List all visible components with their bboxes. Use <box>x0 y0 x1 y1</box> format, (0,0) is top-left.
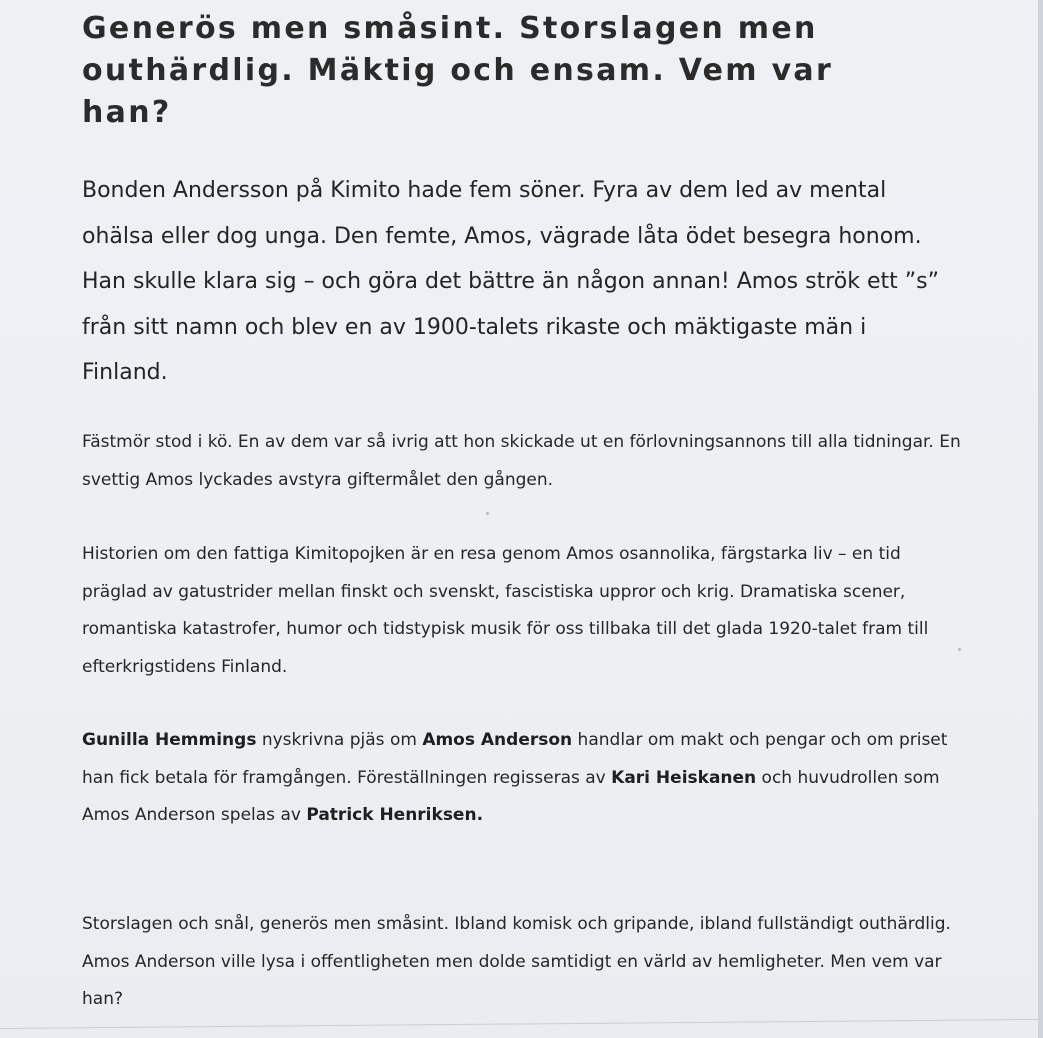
paragraph-history: Historien om den fattiga Kimitopojken är en resa genom Amos osannolika, färgstarka liv – en tid präglad av gatustrider mellan finskt och svenskt, fascistiska uppror och krig. Dramatiska scener, romantiska katastrofer, humor och tidstypisk musik för oss tillbaka till det glada 1920-talet fram till efterkrigstidens Finland. <box>82 544 929 677</box>
lead-actor-name: Patrick Henriksen. <box>306 805 484 825</box>
credits-text-3: och huvudrollen som Amos Anderson spelas av <box>82 767 940 825</box>
credits-text-1: nyskrivna pjäs om <box>256 730 423 750</box>
subject-name: Amos Anderson <box>422 730 573 750</box>
author-name: Gunilla Hemmings <box>82 730 257 750</box>
paragraph-credits <box>82 722 962 835</box>
scan-bottom-edge <box>0 1019 1038 1029</box>
director-name: Kari Heiskanen <box>611 767 757 788</box>
scan-edge-strip <box>1038 0 1043 1038</box>
paragraph-fiancees: Fästmör stod i kö. En av dem var så ivrig att hon skickade ut en förlovningsannons till alla tidningar. En svettig Amos lyckades avstyra giftermålet den gången. <box>82 432 961 490</box>
headline: Generös men småsint. Storslagen men outhärdlig. Mäktig och ensam. Vem var han? <box>82 11 834 130</box>
lead-paragraph: Bonden Andersson på Kimito hade fem söner. Fyra av dem led av mental ohälsa eller dog unga. Den femte, Amos, vägrade låta ödet besegra honom. Han skulle klara sig – och göra det bättre än någon annan! Amos strök ett ”s” från sitt namn och blev en av 1900-talets rikaste och mäktigaste män i Finland. <box>82 178 939 385</box>
paragraph-closing: Storslagen och snål, generös men småsint. Ibland komisk och gripande, ibland fullständigt outhärdlig. Amos Anderson ville lysa i offentligheten men dolde samtidigt en värld av hemligheter. Men vem var han? <box>82 914 951 1009</box>
dust-speck <box>958 648 961 651</box>
dust-speck <box>486 512 489 515</box>
credits-text-2: handlar om makt och pengar och om priset han fick betala för framgången. Föreställningen regisseras av <box>82 730 948 788</box>
